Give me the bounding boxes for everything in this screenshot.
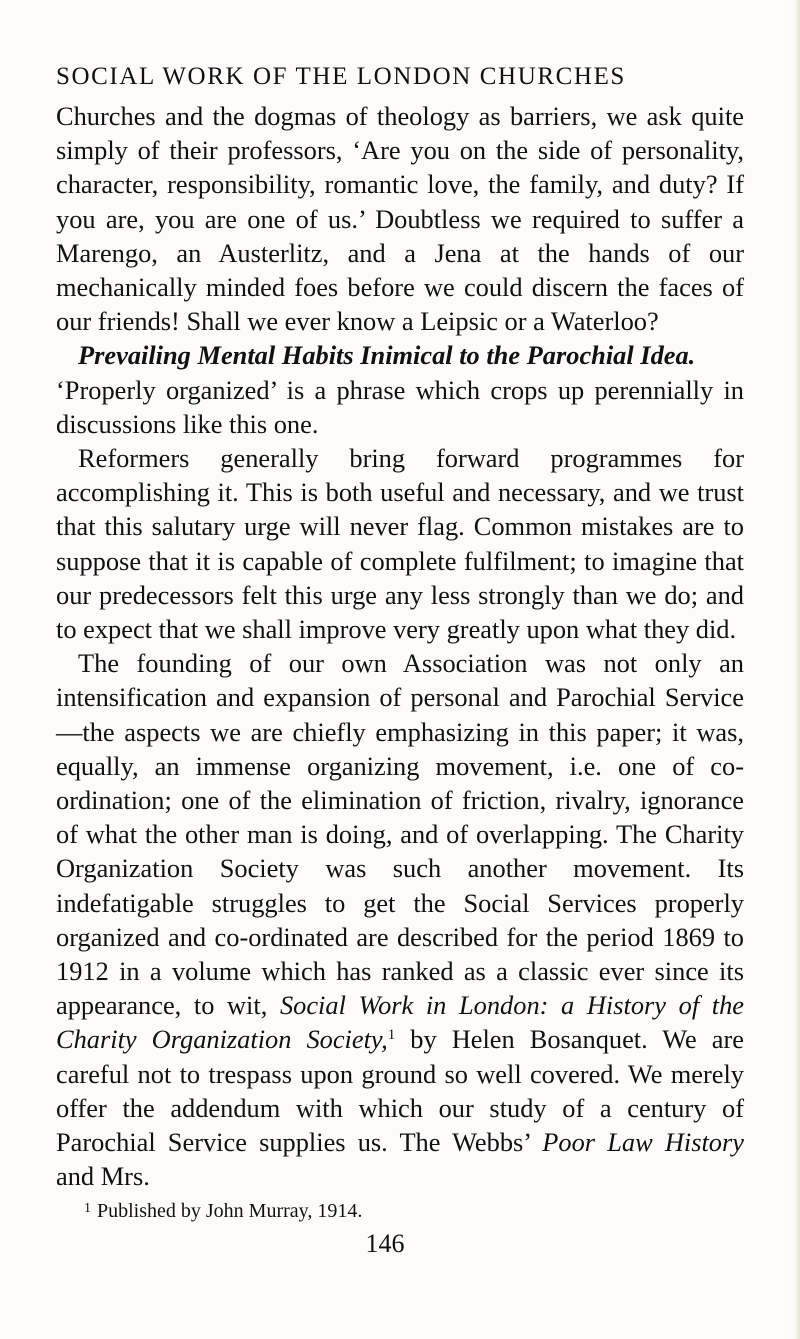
footnote-mark: 1: [84, 1200, 91, 1216]
section-heading-text: Prevailing Mental Habits Inimical to the Parochial Idea.: [78, 340, 696, 371]
paragraph-properly-organized: ‘Properly organized’ is a phrase which crops up perennially in discussions like this one.: [56, 374, 744, 439]
paragraph-reformers: Reformers generally bring forward programmes for accomplishing it. This is both useful and necessary, and we trust that this salutary urge will never flag. Common mistakes are to suppose that it is capable of complete fulfilment; to imagine that our predecessors felt this urge any less strongly than we do; and to expect that we shall improve very greatly upon what they did.: [56, 443, 744, 645]
page-number: 146: [365, 1228, 405, 1258]
book-title-social-work: Social Work in London: a History of the Charity Organization Society,: [56, 990, 744, 1055]
paragraph-churches: Churches and the dogmas of theology as barriers, we ask quite simply of their professors, ‘Are you on the side of personality, character, responsibility, romantic love, the family, and duty? If you are, you are one of us.’ Doubtless we required to suffer a Marengo, an Austerlitz, and a Jena at the hands of our mechanically minded foes before we could discern the faces of our friends! Shall we ever know a Leipsic or a Waterloo?: [56, 101, 744, 337]
book-title-poor-law: Poor Law History: [542, 1127, 744, 1158]
body-text: [56, 99, 744, 1194]
footnote-reference: 1: [387, 1027, 396, 1044]
running-head: SOCIAL WORK OF THE LONDON CHURCHES: [56, 63, 626, 90]
section-heading: [56, 338, 744, 372]
paragraph-association-text-3: and Mrs.: [56, 1161, 150, 1192]
footnote-text: Published by John Murray, 1914.: [97, 1199, 363, 1222]
footnote: [84, 1196, 744, 1226]
paragraph-association-text: The founding of our own Association was not only an intensification and expansion of personal and Parochial Service—the aspects we are chiefly emphasizing in this paper; it was, equally, an immense organizing movement, i.e. one of co-ordination; one of the elimination of friction, rivalry, ignorance of what the other man is doing, and of overlapping. The Charity Organization Society was such another movement. Its indefatigable struggles to get the Social Services properly organized and co-ordinated are described for the period 1869 to 1912 in a volume which has ranked as a classic ever since its appearance, to wit,: [56, 648, 744, 1021]
paragraph-association: [56, 646, 744, 1193]
paragraph-association-text-2: by Helen Bosanquet. We are careful not to trespass upon ground so well covered. We merely offer the addendum with which our study of a century of Parochial Service supplies us. The Webbs’: [56, 1024, 744, 1158]
